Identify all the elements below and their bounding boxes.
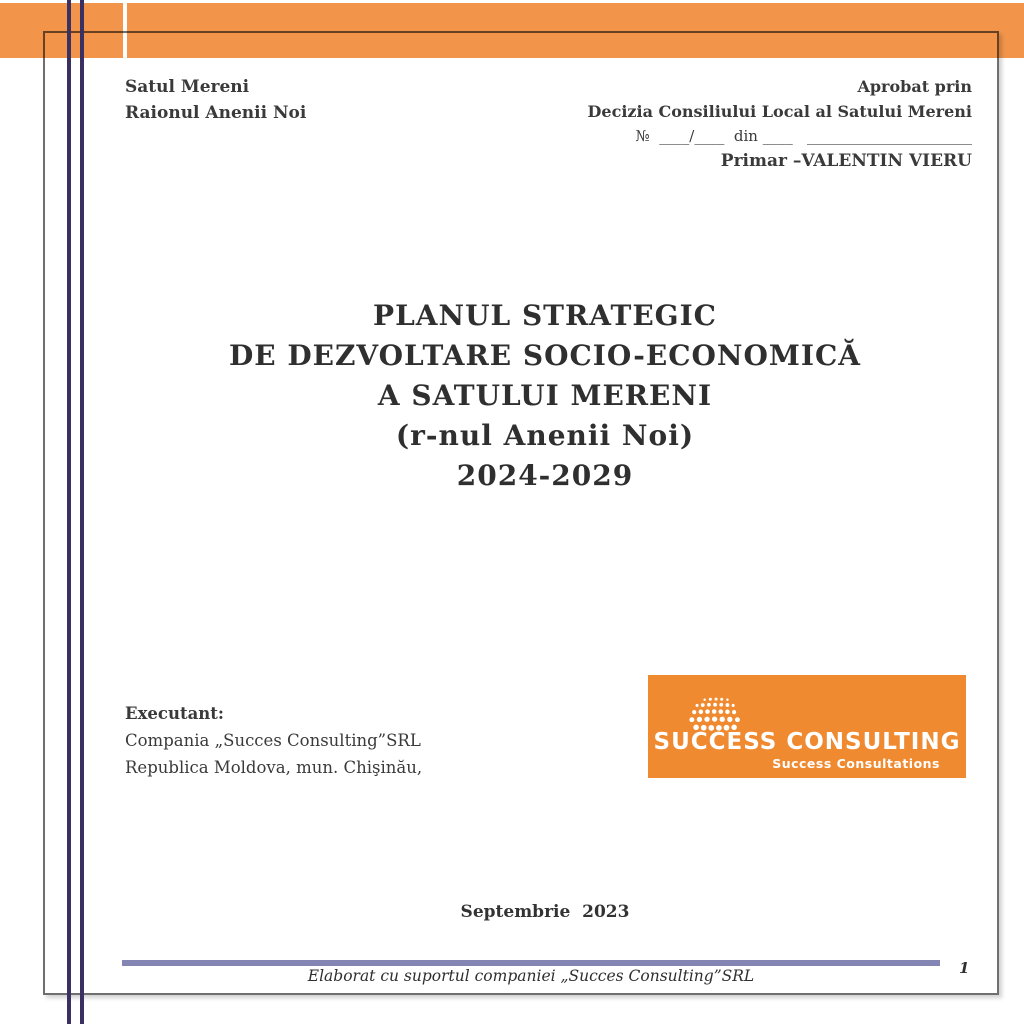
executant-company: Compania „Succes Consulting”SRL: [125, 731, 421, 750]
approval-block: [588, 74, 972, 174]
district-name: Raionul Anenii Noi: [125, 103, 307, 123]
footer-note: Elaborat cu suportul companiei „Succes Consulting”SRL: [307, 967, 755, 985]
footer-rule: [122, 960, 940, 966]
village-name: Satul Mereni: [125, 77, 250, 97]
left-margin-line-inner: [80, 0, 84, 1024]
approved-by-line: Aprobat prin: [857, 77, 972, 96]
logo-name: SUCCESS CONSULTING: [653, 729, 961, 755]
document-title: [112, 296, 978, 496]
executant-address: Republica Moldova, mun. Chişinău,: [125, 758, 423, 777]
decision-line: Decizia Consiliului Local al Satului Mereni: [587, 102, 972, 121]
title-line-2: DE DEZVOLTARE SOCIO-ECONOMICĂ: [229, 339, 861, 372]
header-left-block: [125, 74, 306, 126]
document-date: Septembrie 2023: [460, 902, 630, 922]
number-fill-in-line: № ____/____ din ____ ______________________: [635, 127, 972, 145]
success-consulting-logo: [648, 675, 966, 778]
page-number: 1: [959, 959, 970, 977]
executant-block: [125, 700, 422, 781]
mayor-signature-line: Primar –VALENTIN VIERU: [720, 151, 972, 171]
globe-dots-icon: [684, 695, 750, 733]
page-border-frame: [43, 31, 999, 995]
title-line-3: A SATULUI MERENI: [377, 379, 713, 412]
title-line-5: 2024-2029: [456, 459, 634, 492]
title-line-1: PLANUL STRATEGIC: [373, 299, 717, 332]
left-margin-line-outer: [67, 0, 71, 1024]
title-line-4: (r-nul Anenii Noi): [395, 419, 695, 452]
executant-label: Executant:: [125, 704, 224, 723]
logo-subtitle: Success Consultations: [772, 756, 940, 771]
